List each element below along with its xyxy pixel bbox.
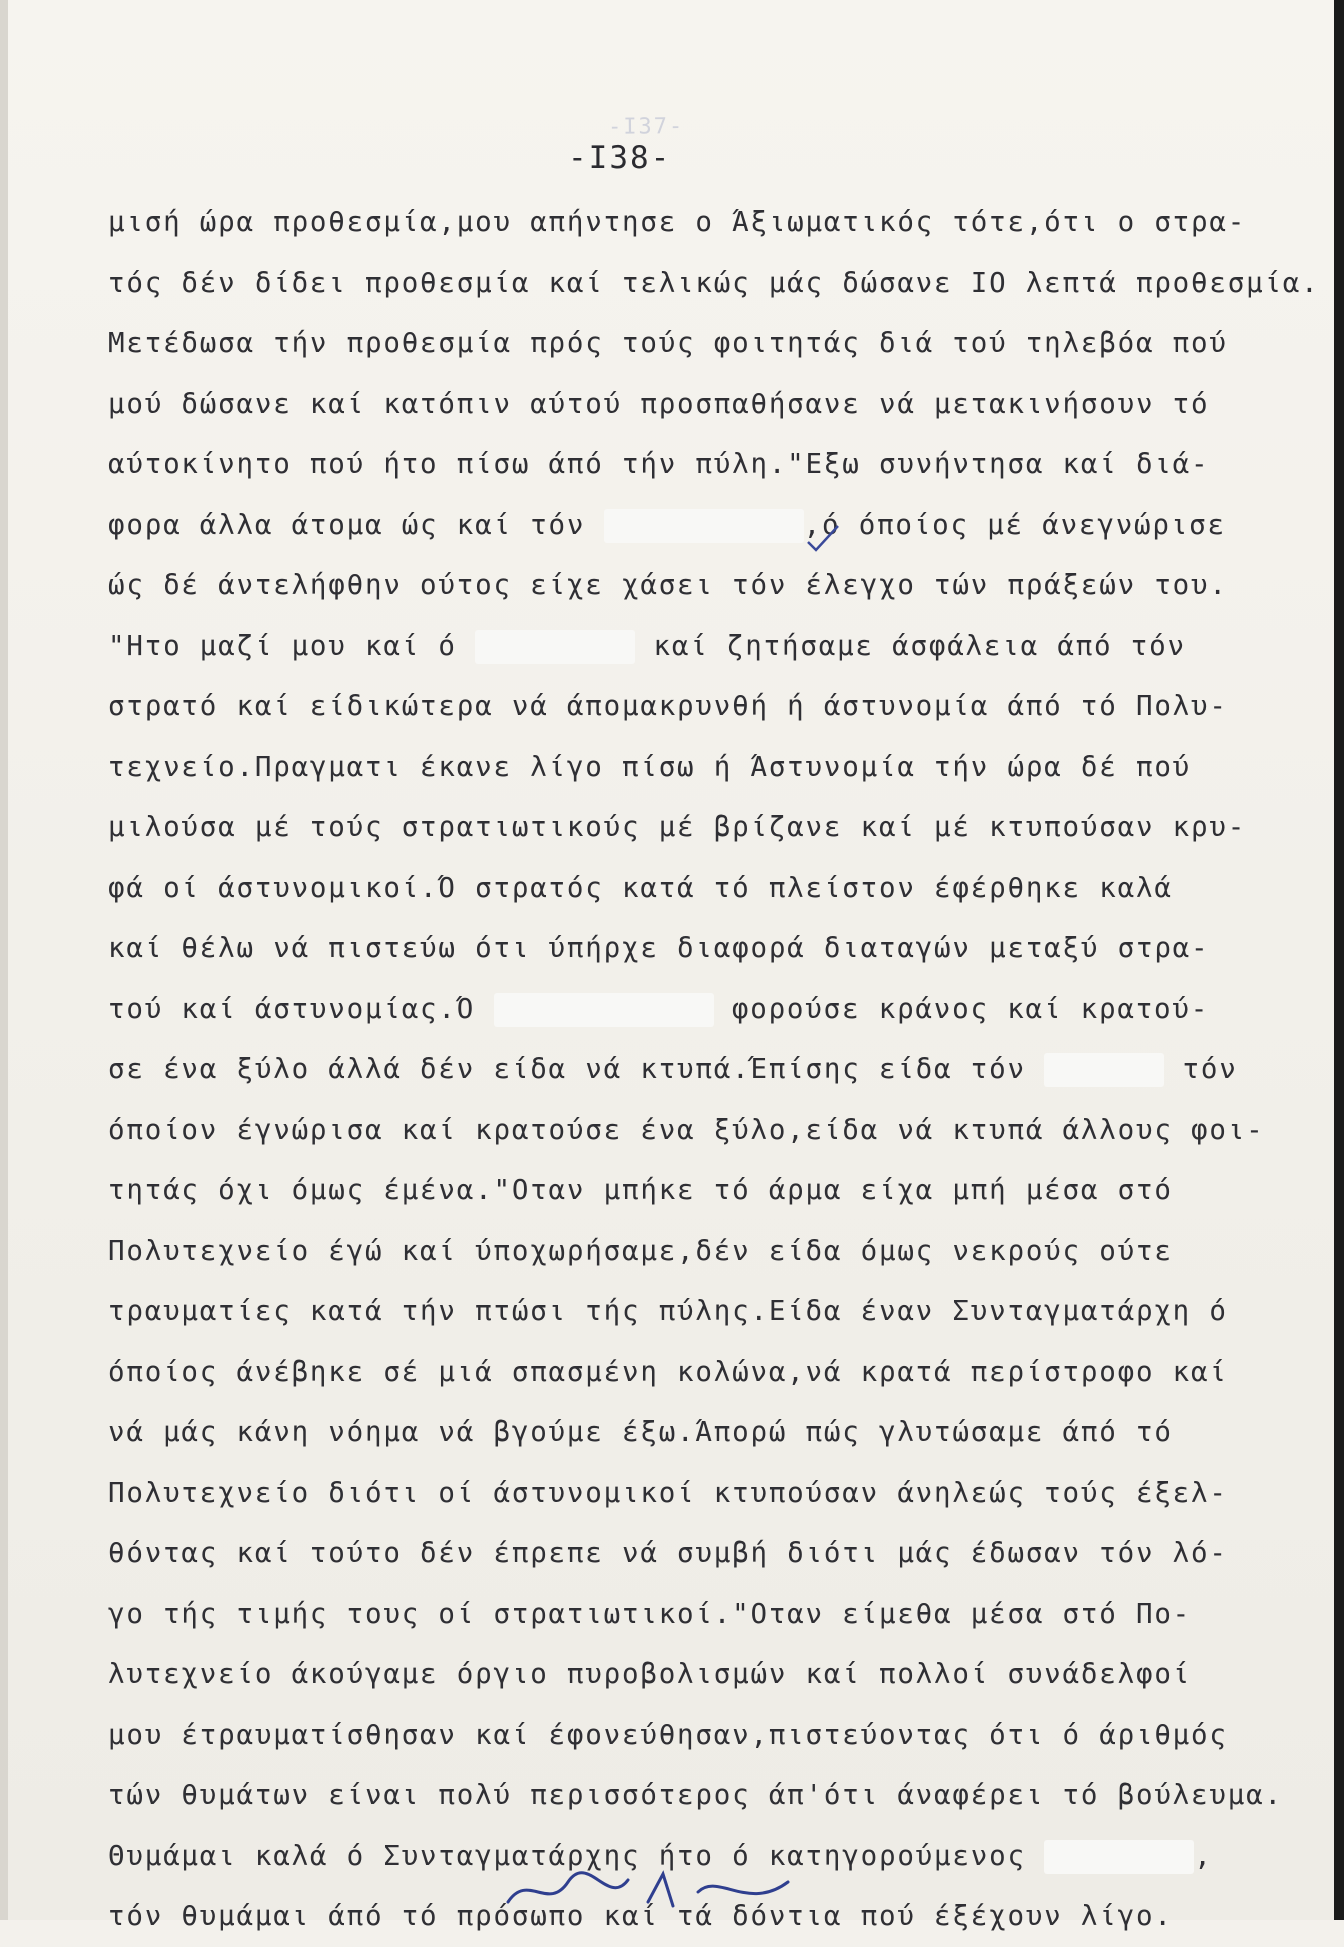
text-line: Μετέδωσα τήν προθεσμία πρός τούς φοιτητάς διά τού τηλεβόα πού [108, 327, 1228, 359]
text-line: μισή ώρα προθεσμία,μου απήντησε ο Άξιωματικός τότε,ότι ο στρα- [108, 206, 1247, 238]
text-line: νά μάς κάνη νόημα νά βγούμε έξω.Άπορώ πώς γλυτώσαμε άπό τό [108, 1416, 1173, 1448]
text-line: όποίον έγνώρισα καί κρατούσε ένα ξύλο,είδα νά κτυπά άλλους φοι- [108, 1113, 1265, 1146]
text-line: μού δώσανε καί κατόπιν αύτού προσπαθήσανε νά μετακινήσουν τό [108, 387, 1210, 420]
redaction-mark [475, 630, 635, 664]
text-segment: φορούσε κράνος καί κρατού- [731, 992, 1210, 1025]
text-line: ώς δέ άντελήφθην ούτος είχε χάσει τόν έλεγχο τών πράξεών του. [108, 569, 1228, 601]
text-segment: ,ό όποίος μέ άνεγνώρισε [803, 508, 1226, 541]
bleed-through-page-number: -I37- [607, 114, 685, 140]
text-line: φά οί άστυνομικοί.Ό στρατός κατά τό πλείστον έφέρθηκε καλά [108, 871, 1173, 904]
page-number: -I38- [568, 140, 672, 176]
text-line: τόν θυμάμαι άπό τό πρόσωπο καί τά δόντια πού έξέχουν λίγο. [108, 1900, 1173, 1932]
text-line: αύτοκίνητο πού ήτο πίσω άπό τήν πύλη."Εξω συνήντησα καί διά- [108, 448, 1210, 480]
text-segment: σε ένα ξύλο άλλά δέν είδα νά κτυπά.Έπίσης είδα τόν [108, 1053, 1026, 1085]
signature-scribble [498, 1862, 798, 1920]
text-line: τραυματίες κατά τήν πτώσι τής πύλης.Είδα έναν Συνταγματάρχη ό [108, 1295, 1228, 1327]
text-line: τεχνείο.Πραγματι έκανε λίγο πίσω ή Άστυνομία τήν ώρα δέ πού [108, 750, 1192, 783]
text-line: μου έτραυματίσθησαν καί έφονεύθησαν,πιστεύοντας ότι ό άριθμός [108, 1718, 1228, 1751]
text-segment: φορα άλλα άτομα ώς καί τόν [108, 508, 586, 541]
redaction-mark [1044, 1840, 1194, 1874]
typed-text-body [108, 192, 1338, 1947]
text-line: καί θέλω νά πιστεύω ότι ύπήρχε διαφορά διαταγών μεταξύ στρα- [108, 932, 1210, 964]
margin-check-icon [804, 520, 844, 556]
text-line: τών θυμάτων είναι πολύ περισσότερος άπ'ότι άναφέρει τό βούλευμα. [108, 1779, 1283, 1811]
text-line [108, 616, 1338, 677]
text-segment: τού καί άστυνομίας.Ό [108, 992, 476, 1025]
text-segment: τόν [1182, 1053, 1238, 1085]
text-segment: καί ζητήσαμε άσφάλεια άπό τόν [653, 629, 1186, 662]
text-line: μιλούσα μέ τούς στρατιωτικούς μέ βρίζανε καί μέ κτυπούσαν κρυ- [108, 811, 1247, 843]
text-segment: , [1194, 1839, 1213, 1872]
text-line: Πολυτεχνείο διότι οί άστυνομικοί κτυπούσαν άνηλεώς τούς έξελ- [108, 1476, 1228, 1509]
text-line: θόντας καί τούτο δέν έπρεπε νά συμβή διότι μάς έδωσαν τόν λό- [108, 1537, 1228, 1569]
text-line [108, 495, 1338, 556]
redaction-mark [604, 509, 804, 543]
text-line: λυτεχνείο άκούγαμε όργιο πυροβολισμών καί πολλοί συνάδελφοί [108, 1658, 1192, 1690]
text-line: όποίος άνέβηκε σέ μιά σπασμένη κολώνα,νά κρατά περίστροφο καί [108, 1355, 1228, 1388]
text-line: τητάς όχι όμως έμένα."Οταν μπήκε τό άρμα είχα μπή μέσα στό [108, 1174, 1173, 1206]
text-segment: "Ητο μαζί μου καί ό [108, 629, 457, 662]
text-line: γο τής τιμής τους οί στρατιωτικοί."Οταν είμεθα μέσα στό Πο- [108, 1597, 1192, 1630]
redaction-mark [1044, 1053, 1164, 1087]
text-line: στρατό καί είδικώτερα νά άπομακρυνθή ή άστυνομία άπό τό Πολυ- [108, 690, 1228, 722]
redaction-mark [494, 993, 714, 1027]
text-line [108, 1039, 1338, 1100]
text-line: Πολυτεχνείο έγώ καί ύποχωρήσαμε,δέν είδα όμως νεκρούς ούτε [108, 1234, 1173, 1267]
text-line [108, 979, 1338, 1040]
text-segment: Θυμάμαι καλά ό Συνταγματάρχης ήτο ό κατηγορούμενος [108, 1839, 1026, 1872]
text-line: τός δέν δίδει προθεσμία καί τελικώς μάς δώσανε ΙΟ λεπτά προθεσμία. [108, 266, 1320, 299]
